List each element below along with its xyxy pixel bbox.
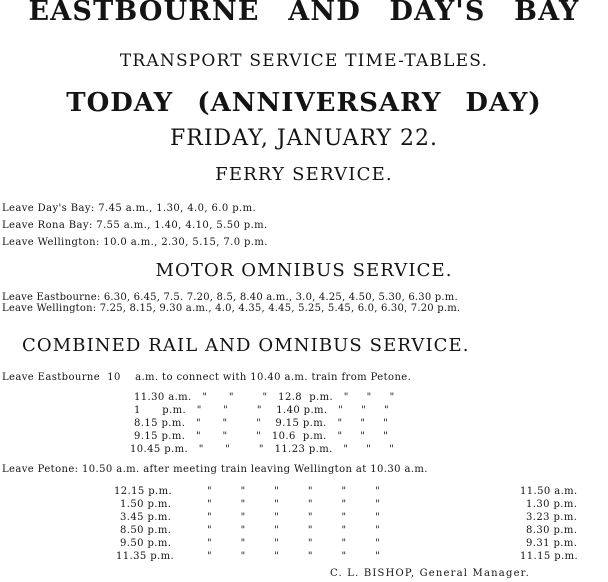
petone-ditto: " " " " " " (207, 512, 381, 523)
petone-time-right: 3.23 p.m. (526, 512, 578, 523)
petone-intro: Leave Petone: 10.50 a.m. after meeting train leaving Wellington at 10.30 a.m. (2, 464, 428, 475)
ferry-row: Leave Day's Bay: 7.45 a.m., 1.30, 4.0, 6.0 p.m. (2, 203, 257, 214)
ferry-row: Leave Wellington: 10.0 a.m., 2.30, 5.15, 7.0 p.m. (2, 237, 268, 248)
eastbourne-row: 11.30 a.m. " " " 12.8 p.m. " " " (134, 392, 395, 403)
eastbourne-row: 1 p.m. " " " 1.40 p.m. " " " (134, 405, 390, 416)
petone-time-right: 11.50 a.m. (520, 486, 578, 497)
omnibus-heading: MOTOR OMNIBUS SERVICE. (155, 260, 453, 281)
signature: C. L. BISHOP, General Manager. (330, 568, 530, 579)
ferry-heading: FERRY SERVICE. (215, 164, 393, 185)
petone-time-right: 11.15 p.m. (520, 551, 579, 562)
petone-ditto: " " " " " " (207, 486, 381, 497)
petone-time-left: 8.50 p.m. (120, 525, 172, 536)
petone-time-left: 3.45 p.m. (120, 512, 172, 523)
eastbourne-intro: Leave Eastbourne 10 a.m. to connect with 10.40 a.m. train from Petone. (2, 372, 412, 383)
eastbourne-row: 8.15 p.m. " " " 9.15 p.m. " " " (134, 418, 389, 429)
petone-time-left: 11.35 p.m. (116, 551, 175, 562)
petone-time-left: 1.50 p.m. (120, 499, 172, 510)
date-heading: FRIDAY, JANUARY 22. (170, 126, 438, 151)
petone-time-right: 8.30 p.m. (526, 525, 578, 536)
headline: EASTBOURNE AND DAY'S BAY (28, 0, 580, 27)
petone-time-left: 9.50 p.m. (120, 538, 172, 549)
subheadline: TRANSPORT SERVICE TIME-TABLES. (119, 51, 489, 71)
petone-ditto: " " " " " " (207, 525, 381, 536)
combined-heading: COMBINED RAIL AND OMNIBUS SERVICE. (22, 335, 470, 356)
petone-ditto: " " " " " " (207, 538, 381, 549)
ferry-row: Leave Rona Bay: 7.55 a.m., 1.40, 4.10, 5.50 p.m. (2, 220, 268, 231)
omnibus-row: Leave Wellington: 7.25, 8.15, 9.30 a.m., 4.0, 4.35, 4.45, 5.25, 5.45, 6.0, 6.30, 7.20 p.m. (2, 303, 461, 314)
petone-time-right: 9.31 p.m. (526, 538, 578, 549)
today-heading: TODAY (ANNIVERSARY DAY) (66, 88, 542, 118)
petone-ditto: " " " " " " (207, 551, 381, 562)
petone-time-left: 12.15 p.m. (114, 486, 173, 497)
eastbourne-row: 10.45 p.m. " " " 11.23 p.m. " " " (130, 444, 395, 455)
eastbourne-row: 9.15 p.m. " " " 10.6 p.m. " " " (134, 431, 389, 442)
petone-ditto: " " " " " " (207, 499, 381, 510)
petone-time-right: 1.30 p.m. (526, 499, 578, 510)
omnibus-row: Leave Eastbourne: 6.30, 6.45, 7.5. 7.20, 8.5, 8.40 a.m., 3.0, 4.25, 4.50, 5.30, 6.30 p.m. (2, 292, 458, 303)
